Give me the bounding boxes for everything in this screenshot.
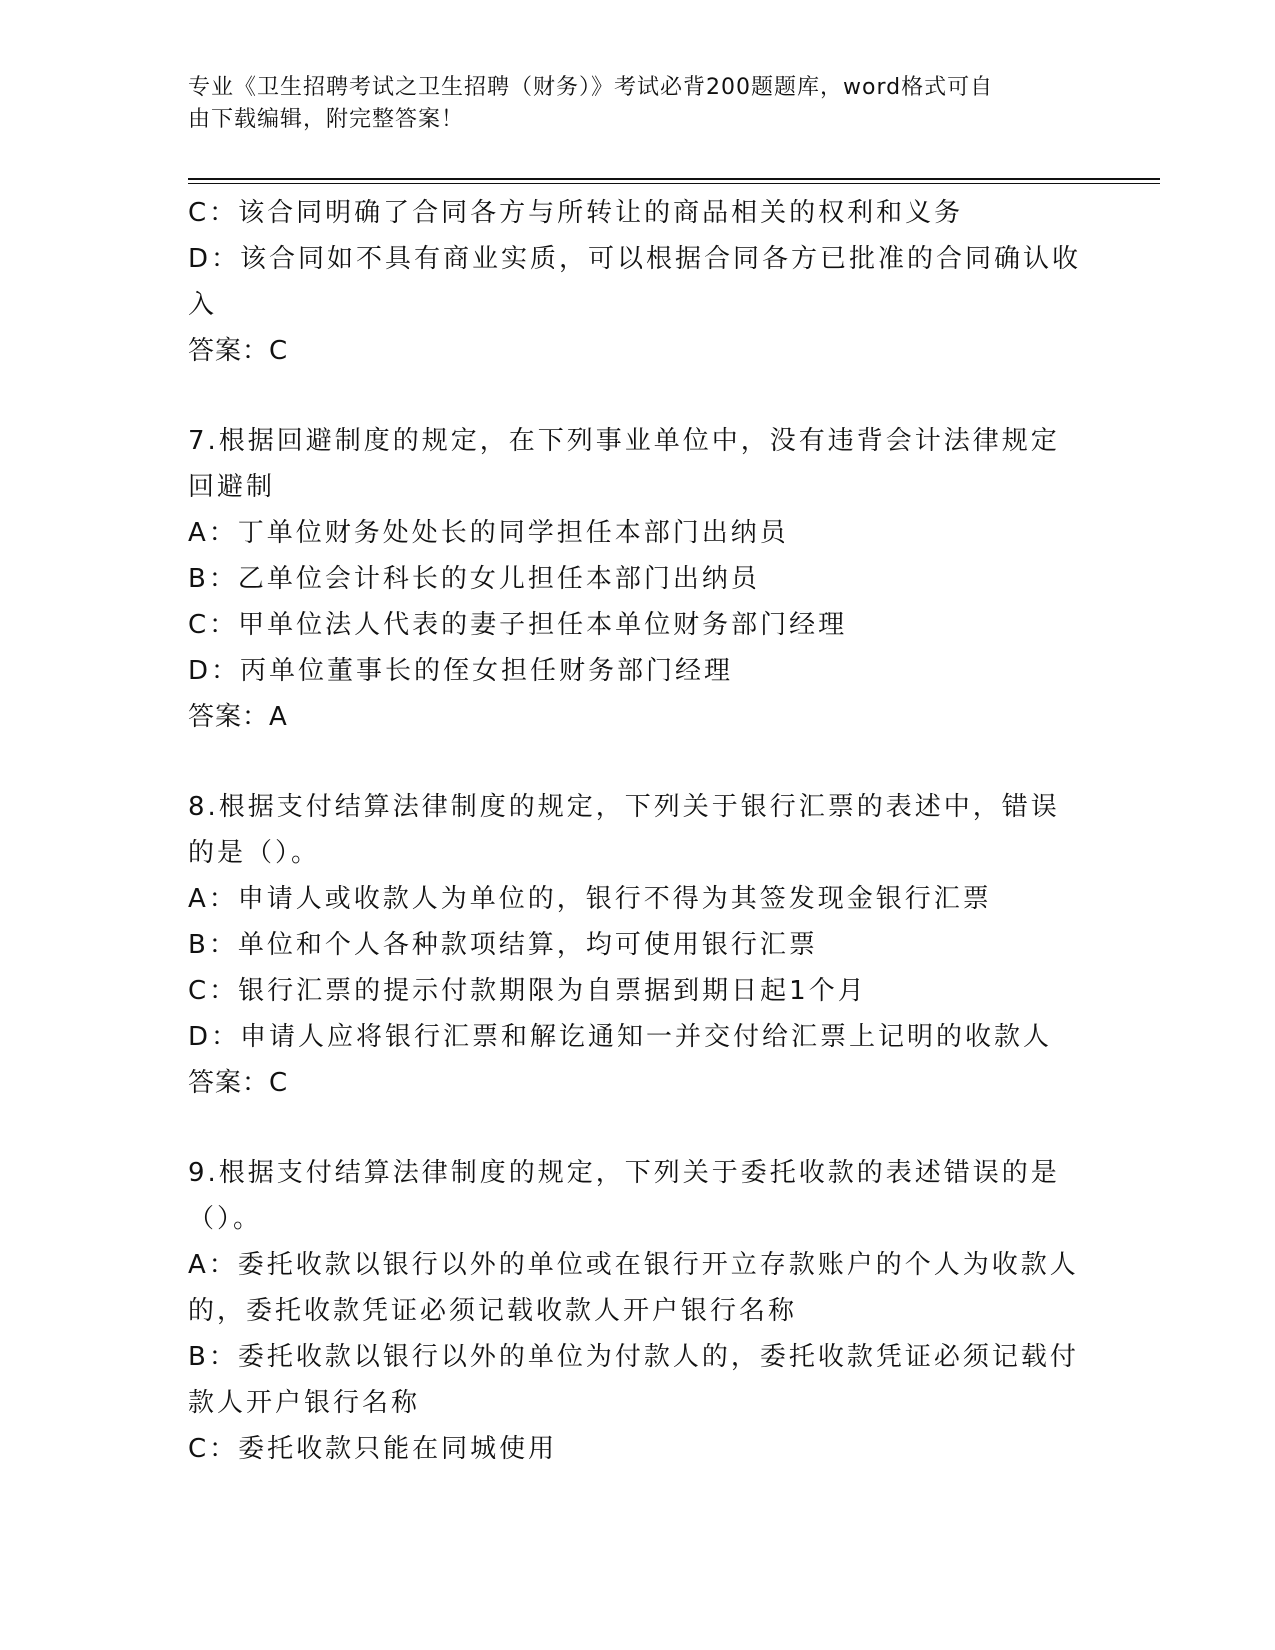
q8-question-line-2: 的是（）。 bbox=[188, 838, 321, 868]
header-divider-thin bbox=[188, 183, 1160, 184]
q9-option-b-line-1: B：委托收款以银行以外的单位为付款人的，委托收款凭证必须记载付 bbox=[188, 1342, 1079, 1372]
q8-option-c: C：银行汇票的提示付款期限为自票据到期日起1个月 bbox=[188, 976, 867, 1006]
question-9 bbox=[188, 1150, 1088, 1472]
question-content bbox=[188, 190, 1088, 1472]
q7-question-line-1: 7.根据回避制度的规定，在下列事业单位中，没有违背会计法律规定 bbox=[188, 426, 1060, 456]
q7-question-line-2: 回避制 bbox=[188, 472, 276, 502]
q8-option-a: A：申请人或收款人为单位的，银行不得为其签发现金银行汇票 bbox=[188, 884, 992, 914]
q6-option-c: C：该合同明确了合同各方与所转让的商品相关的权利和义务 bbox=[188, 198, 964, 228]
question-8 bbox=[188, 784, 1088, 1106]
q8-answer: 答案：C bbox=[188, 1068, 289, 1098]
q8-option-d: D：申请人应将银行汇票和解讫通知一并交付给汇票上记明的收款人 bbox=[188, 1022, 1053, 1052]
question-6 bbox=[188, 190, 1088, 374]
q8-option-b: B：单位和个人各种款项结算，均可使用银行汇票 bbox=[188, 930, 818, 960]
spacer bbox=[188, 740, 1088, 784]
question-7 bbox=[188, 418, 1088, 740]
q7-option-c: C：甲单位法人代表的妻子担任本单位财务部门经理 bbox=[188, 610, 848, 640]
q7-option-d: D：丙单位董事长的侄女担任财务部门经理 bbox=[188, 656, 734, 686]
q7-option-b: B：乙单位会计科长的女儿担任本部门出纳员 bbox=[188, 564, 760, 594]
q8-question-line-1: 8.根据支付结算法律制度的规定，下列关于银行汇票的表述中，错误 bbox=[188, 792, 1060, 822]
q9-option-a-line-1: A：委托收款以银行以外的单位或在银行开立存款账户的个人为收款人 bbox=[188, 1250, 1079, 1280]
spacer bbox=[188, 1106, 1088, 1150]
header-line-1: 专业《卫生招聘考试之卫生招聘（财务）》考试必背200题题库，word格式可自 bbox=[188, 75, 994, 100]
header-line-2: 由下载编辑，附完整答案！ bbox=[188, 107, 465, 132]
spacer bbox=[188, 374, 1088, 418]
header-divider-thick bbox=[188, 178, 1160, 180]
q7-option-a: A：丁单位财务处处长的同学担任本部门出纳员 bbox=[188, 518, 789, 548]
q6-option-d-line-1: D：该合同如不具有商业实质，可以根据合同各方已批准的合同确认收 bbox=[188, 244, 1082, 274]
q6-answer: 答案：C bbox=[188, 336, 289, 366]
q9-question-line-1: 9.根据支付结算法律制度的规定，下列关于委托收款的表述错误的是 bbox=[188, 1158, 1060, 1188]
q9-option-b-line-2: 款人开户银行名称 bbox=[188, 1388, 421, 1418]
q7-answer: 答案：A bbox=[188, 702, 288, 732]
document-header bbox=[188, 72, 1088, 136]
q6-option-d-line-2: 入 bbox=[188, 290, 218, 320]
q9-option-c: C：委托收款只能在同城使用 bbox=[188, 1434, 558, 1464]
q9-option-a-line-2: 的，委托收款凭证必须记载收款人开户银行名称 bbox=[188, 1296, 798, 1326]
q9-question-line-2: （）。 bbox=[188, 1204, 263, 1234]
